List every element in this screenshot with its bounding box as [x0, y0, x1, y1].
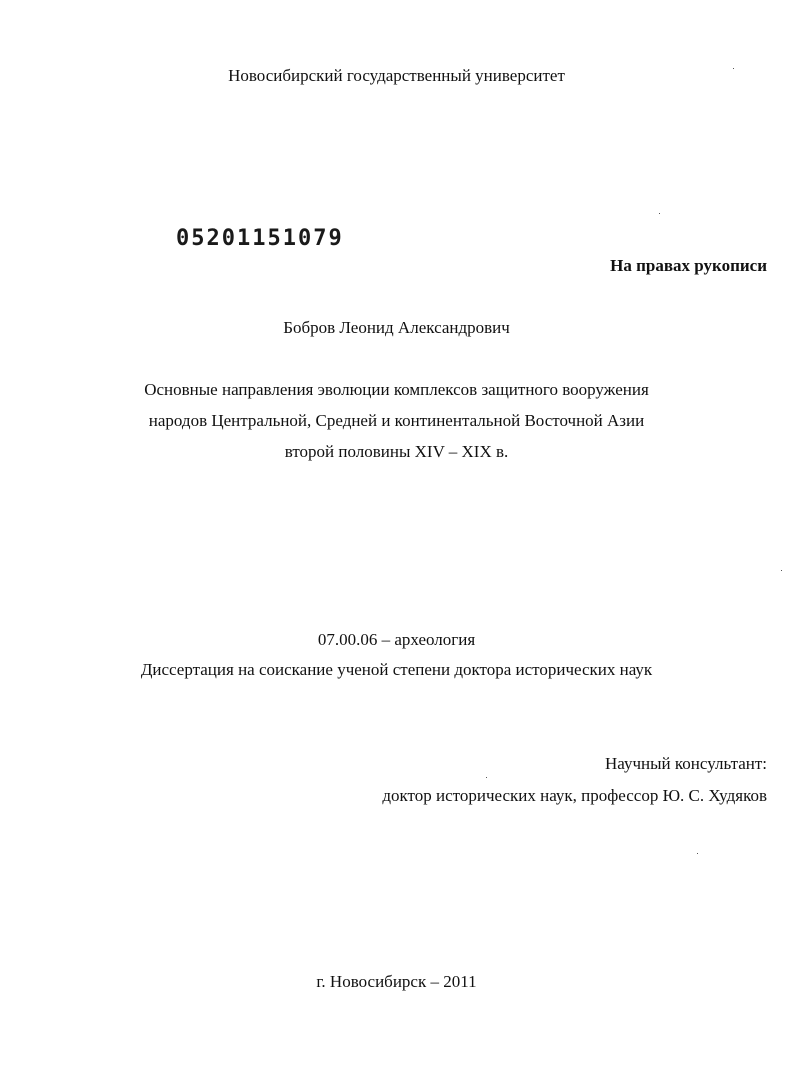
inventory-stamp-number: 05201151079 — [176, 226, 344, 251]
scan-speck — [486, 777, 487, 778]
manuscript-rights-label: На правах рукописи — [610, 256, 767, 275]
title-line: второй половины XIV – XIX в. — [284, 442, 509, 461]
scan-speck — [659, 213, 660, 214]
scan-speck — [733, 68, 734, 69]
specialty-code: 07.00.06 – археология — [317, 630, 476, 649]
consultant-person: доктор исторических наук, профессор Ю. С. Худяков — [382, 786, 767, 805]
consultant-label: Научный консультант: — [605, 754, 767, 773]
title-line: Основные направления эволюции комплексов защитного вооружения — [144, 380, 649, 399]
university-name: Новосибирский государственный университет — [228, 66, 565, 85]
title-line: народов Центральной, Средней и континентальной Восточной Азии — [148, 411, 645, 430]
author-name: Бобров Леонид Александрович — [283, 318, 510, 337]
place-and-year: г. Новосибирск – 2011 — [316, 972, 477, 991]
scan-speck — [781, 570, 782, 571]
scan-speck — [697, 853, 698, 854]
degree-statement: Диссертация на соискание ученой степени доктора исторических наук — [140, 660, 653, 679]
